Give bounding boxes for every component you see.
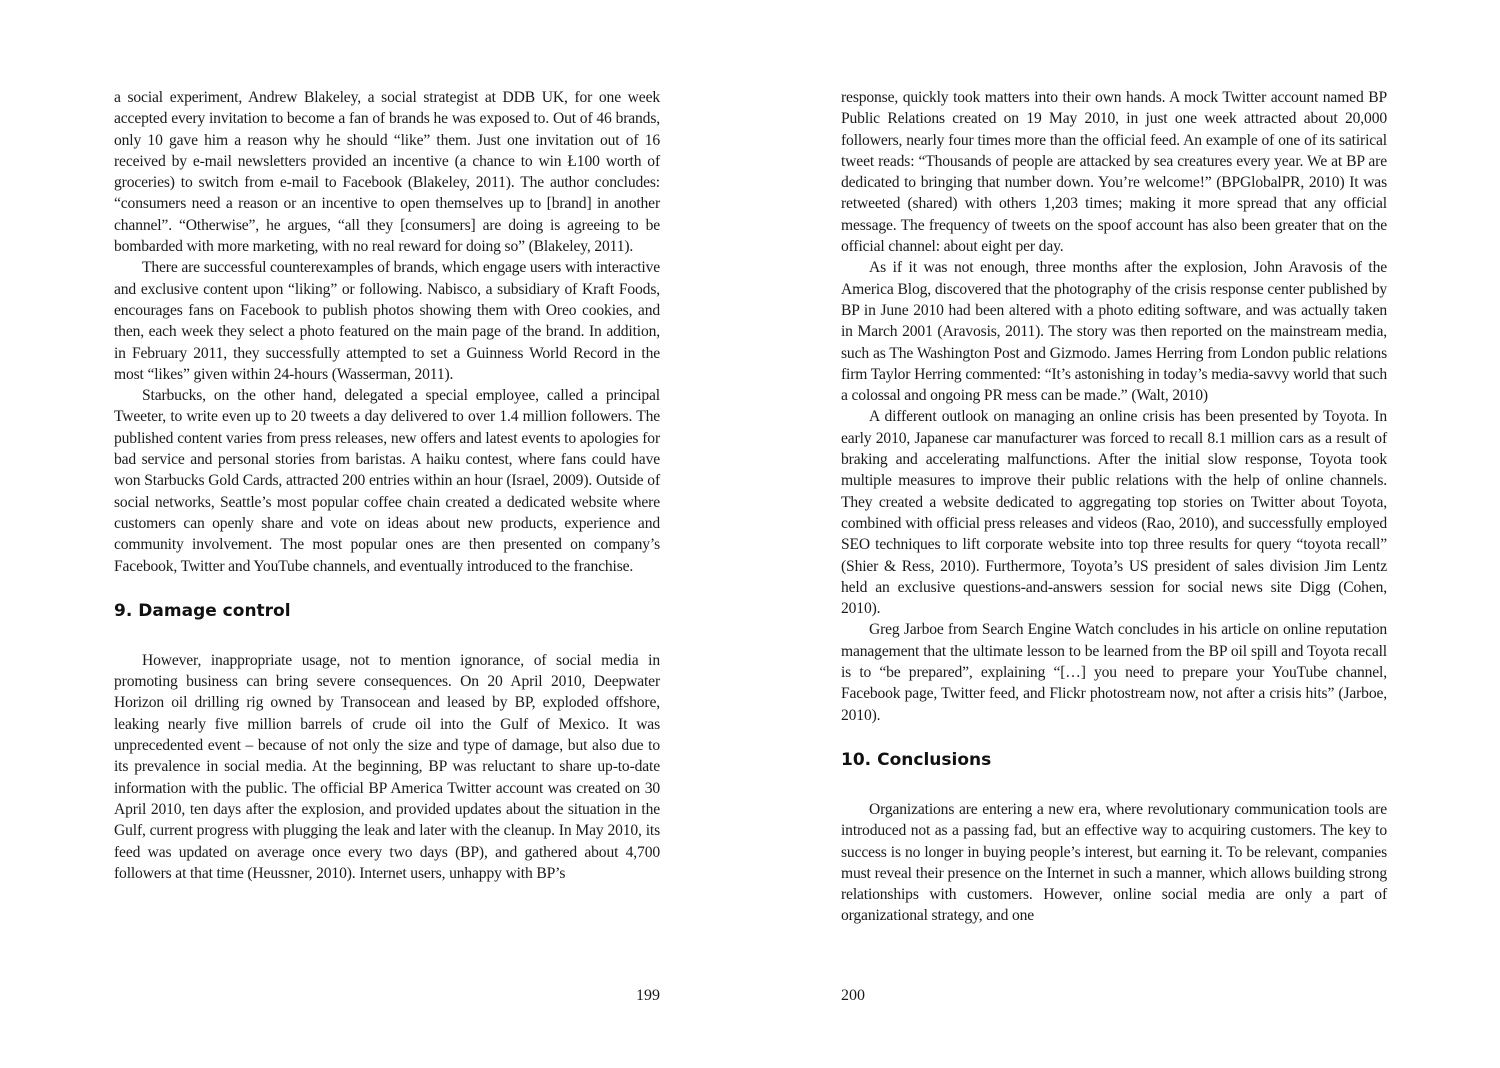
paragraph: There are successful counterexamples of brands, which engage users with interactive and exclusive content upon “liking” or following. Nabisco, a subsidiary of Kraft Foods, encourages fans on Facebook to publish photos showing them with Oreo cookies, and then, each week they select a photo featured on the main page of the brand. In addition, in February 2011, they successfully attempted to set a Guinness World Record in the most “likes” given within 24-hours (Wasserman, 2011).	[114, 259, 660, 383]
left-page-content	[114, 87, 660, 884]
right-page-content	[841, 87, 1387, 927]
paragraph: A different outlook on managing an online crisis has been presented by Toyota. In early 2010, Japanese car manufacturer was forced to recall 8.1 million cars as a result of braking and accelerating malfunctions. After the initial slow response, Toyota took multiple measures to improve their public relations with the help of online channels. They created a website dedicated to aggregating top stories on Twitter about Toyota, combined with official press releases and videos (Rao, 2010), and successfully employed SEO techniques to lift corporate website into top three results for query “toyota recall” (Shier & Ress, 2010). Furthermore, Toyota’s US president of sales division Jim Lentz held an exclusive questions-and-answers session for social news site Digg (Cohen, 2010).	[841, 408, 1387, 618]
paragraph: Greg Jarboe from Search Engine Watch concludes in his article on online reputation management that the ultimate lesson to be learned from the BP oil spill and Toyota recall is to “be prepared”, explaining “[…] you need to prepare your YouTube channel, Facebook page, Twitter feed, and Flickr photostream now, not after a crisis hits” (Jarboe, 2010).	[841, 621, 1387, 724]
page-number: 200	[841, 987, 865, 1004]
right-page	[841, 0, 1387, 1068]
paragraph: a social experiment, Andrew Blakeley, a social strategist at DDB UK, for one week accepted every invitation to become a fan of brands he was exposed to. Out of 46 brands, only 10 gave him a reason why he should “like” them. Just one invitation out of 16 received by e-mail newsletters provided an incentive (a chance to win Ł100 worth of groceries) to switch from e-mail to Facebook (Blakeley, 2011). The author concludes: “consumers need a reason or an incentive to open themselves up to [brand] in another channel”. “Otherwise”, he argues, “all they [consumers] are doing is agreeing to be bombarded with more marketing, with no real reward for doing so” (Blakeley, 2011).	[114, 89, 660, 256]
paragraph: response, quickly took matters into their own hands. A mock Twitter account named BP Public Relations created on 19 May 2010, in just one week attracted about 20,000 followers, nearly four times more than the official feed. An example of one of its satirical tweet reads: “Thousands of people are attacked by sea creatures every year. We at BP are dedicated to bringing that number down. You’re welcome!” (BPGlobalPR, 2010) It was retweeted (shared) with others 1,203 times; making it more spread that any official message. The frequency of tweets on the spoof account has also been greater that on the official channel: about eight per day.	[841, 89, 1387, 256]
paragraph: As if it was not enough, three months after the explosion, John Aravosis of the America Blog, discovered that the photography of the crisis response center published by BP in June 2010 had been altered with a photo editing software, and was actually taken in March 2001 (Aravosis, 2011). The story was then reported on the mainstream media, such as The Washington Post and Gizmodo. James Herring from London public relations firm Taylor Herring commented: “It’s astonishing in today’s media-savvy world that such a colossal and ongoing PR mess can be made.” (Walt, 2010)	[841, 259, 1387, 405]
paragraph: Organizations are entering a new era, where revolutionary communication tools are introduced not as a passing fad, but an effective way to acquiring customers. The key to success is no longer in buying people’s interest, but earning it. To be relevant, companies must reveal their presence on the Internet in such a manner, which allows building strong relationships with customers. However, online social media are only a part of organizational strategy, and one	[841, 800, 1387, 925]
page-number: 199	[636, 987, 660, 1004]
section-number: 9.	[114, 600, 133, 621]
paragraph: However, inappropriate usage, not to mention ignorance, of social media in promoting business can bring severe consequences. On 20 April 2010, Deepwater Horizon oil drilling rig owned by Transocean and leased by BP, exploded offshore, leaking nearly five million barrels of crude oil into the Gulf of Mexico. It was unprecedented event – because of not only the size and type of damage, but also due to its prevalence in social media. At the beginning, BP was reluctant to share up-to-date information with the public. The official BP America Twitter account was created on 30 April 2010, ten days after the explosion, and provided updates about the situation in the Gulf, current progress with plugging the leak and later with the cleanup. In May 2010, its feed was updated on average once every two days (BP), and gathered about 4,700 followers at that time (Heussner, 2010). Internet users, unhappy with BP’s	[114, 651, 660, 882]
section-number: 10.	[841, 749, 872, 770]
section-heading	[114, 599, 660, 623]
section-title: Damage control	[138, 600, 291, 621]
section-title: Conclusions	[877, 749, 992, 770]
left-page	[114, 0, 660, 1068]
section-heading	[841, 748, 1387, 772]
paragraph: Starbucks, on the other hand, delegated a special employee, called a principal Tweeter, to write even up to 20 tweets a day delivered to over 1.4 million followers. The published content varies from press releases, new offers and latest events to apologies for bad service and personal stories from baristas. A haiku contest, where fans could have won Starbucks Gold Cards, attracted 200 entries within an hour (Israel, 2009). Outside of social networks, Seattle’s most popular coffee chain created a dedicated website where customers can openly share and vote on ideas about new products, experience and community involvement. The most popular ones are then presented on company’s Facebook, Twitter and YouTube channels, and eventually introduced to the franchise.	[114, 387, 660, 575]
